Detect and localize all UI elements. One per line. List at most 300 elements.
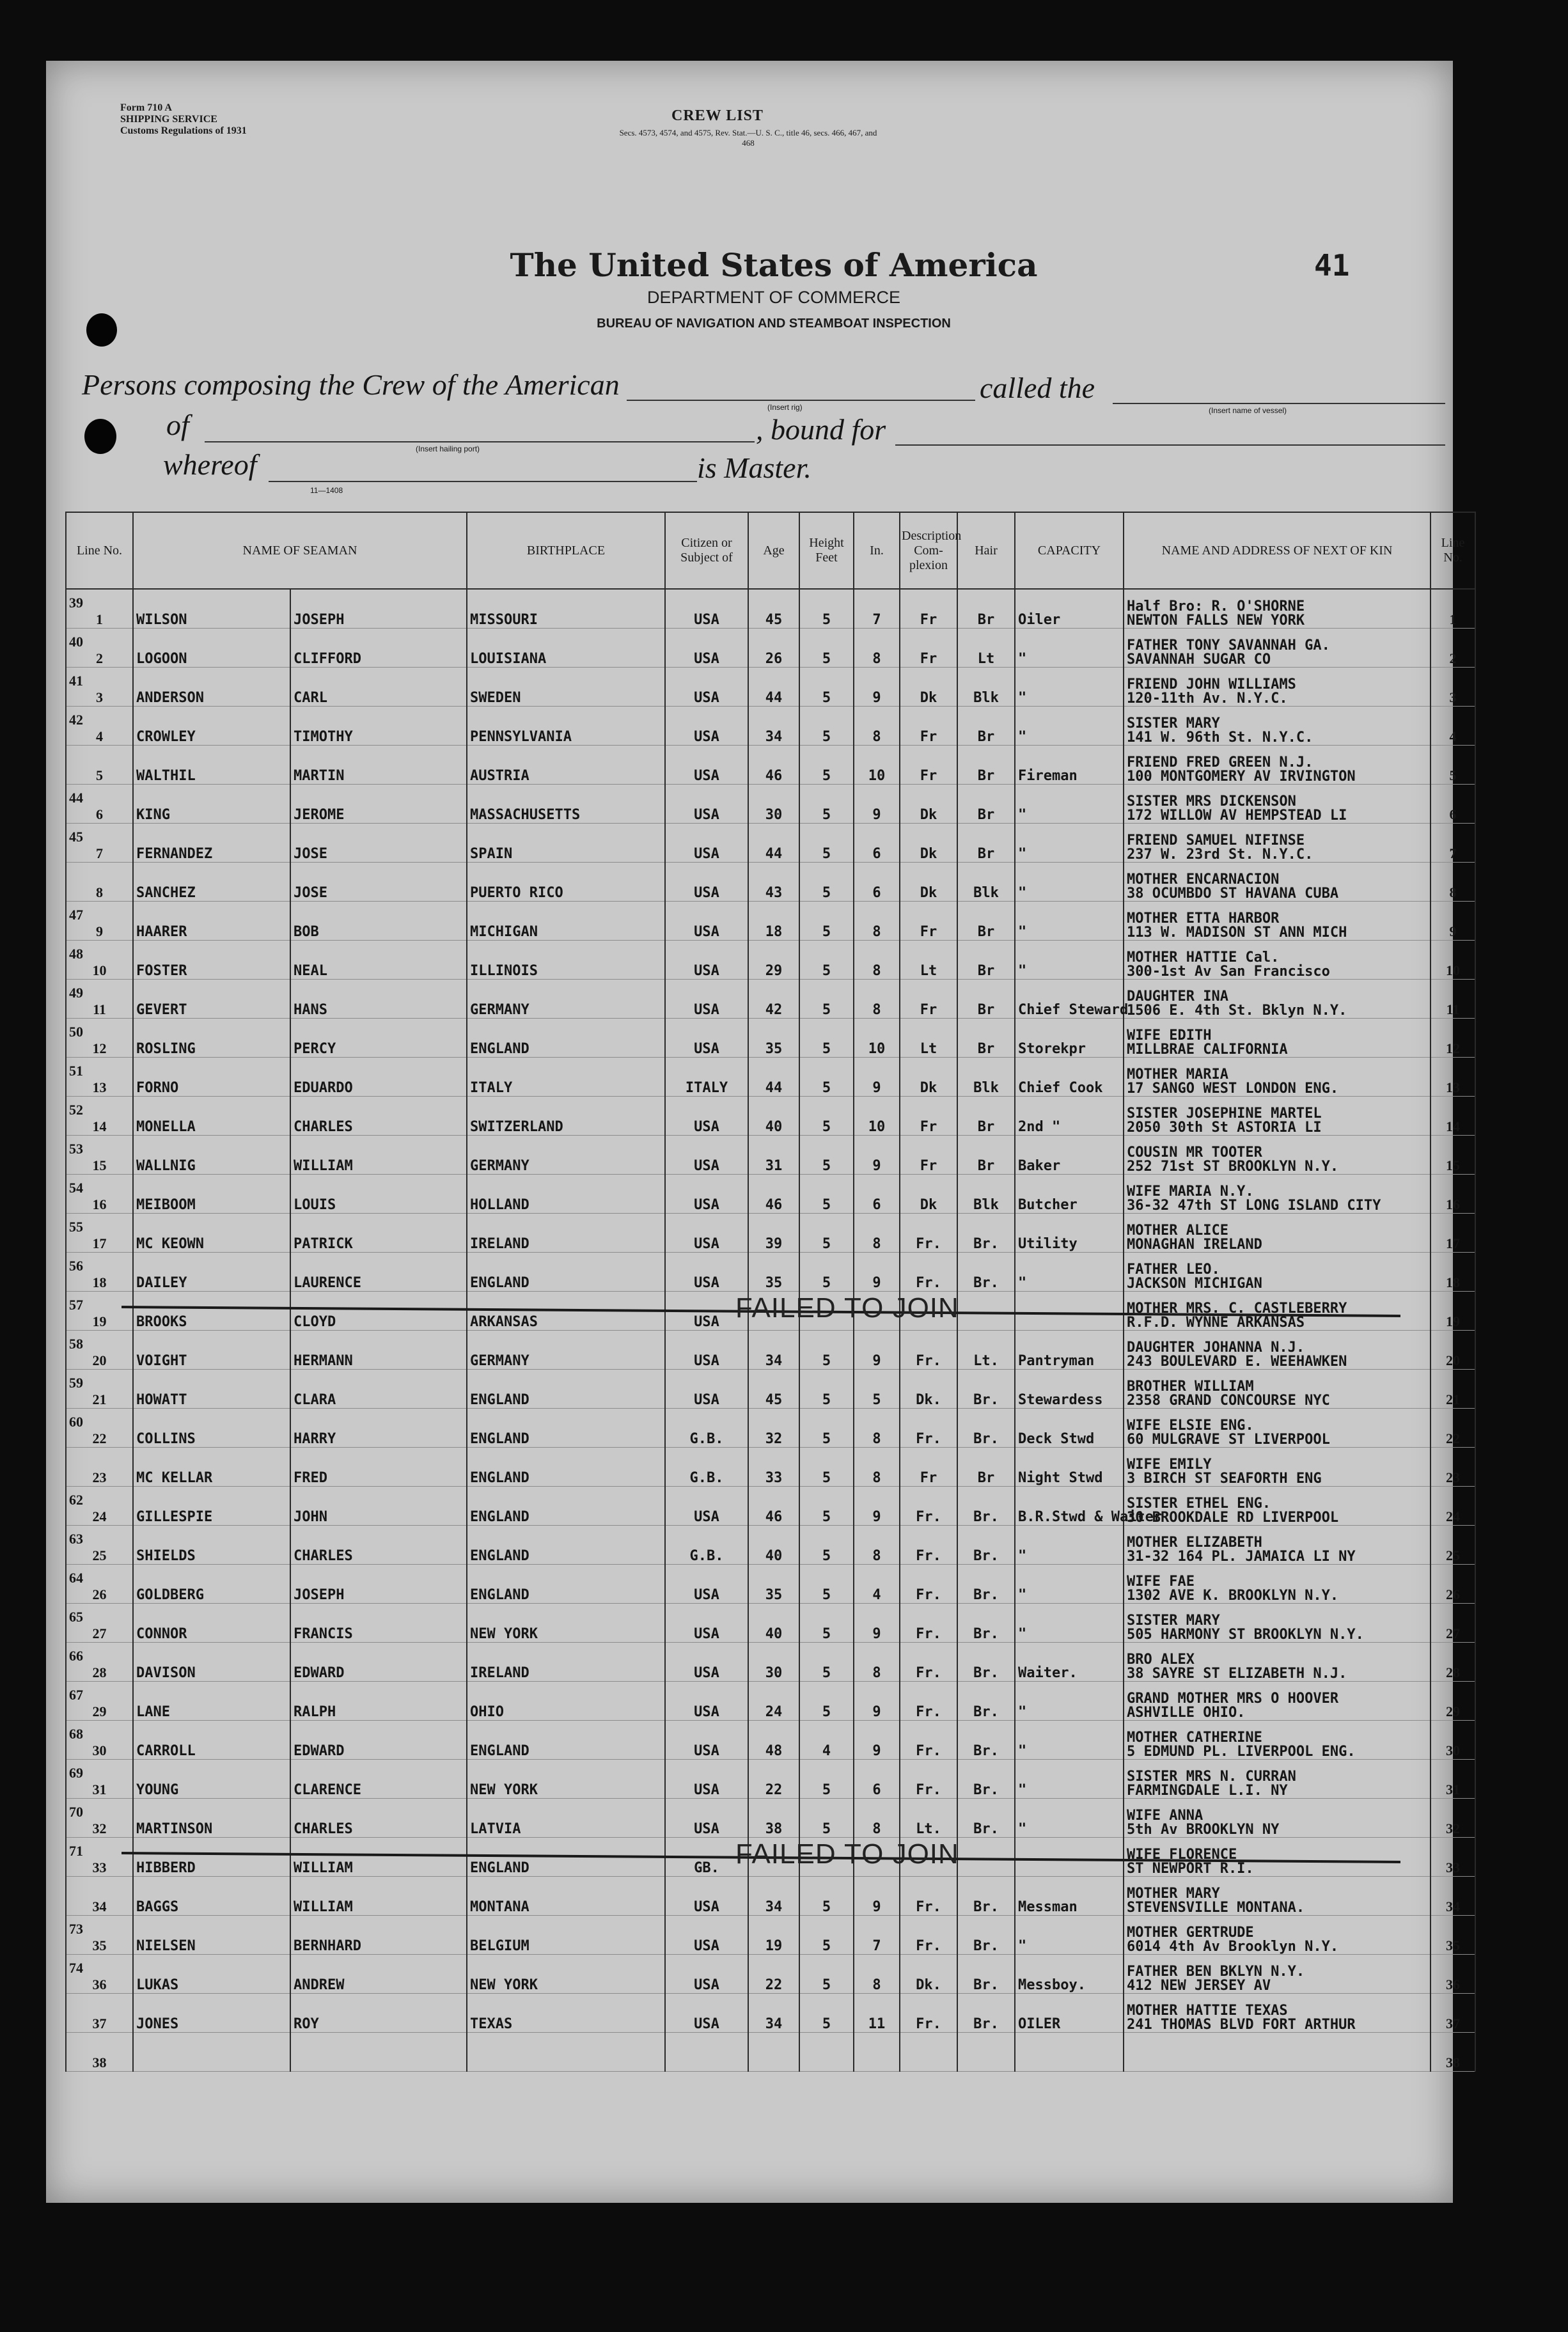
height-inches: 9: [854, 668, 900, 707]
col-complexion: [900, 512, 962, 589]
complexion: Fr.: [900, 1253, 957, 1292]
line-number: [66, 785, 133, 824]
citizenship: USA: [665, 668, 748, 707]
department-heading: DEPARTMENT OF COMMERCE: [647, 288, 901, 307]
height-inches: 6: [854, 1760, 900, 1799]
kin-address: 237 W. 23rd St. N.Y.C.: [1127, 847, 1313, 863]
line-number-value: 33: [92, 1859, 107, 1875]
height-feet: 5: [799, 746, 854, 785]
kin-name: Half Bro: R. O'SHORNE: [1127, 599, 1305, 614]
line-number-right: 37: [1431, 1994, 1475, 2033]
kin-name: WIFE ANNA: [1127, 1808, 1203, 1824]
seaman-last-name: YOUNG: [133, 1760, 290, 1799]
kin-address: 412 NEW JERSEY AV: [1127, 1978, 1271, 1994]
line-number-value: 4: [96, 728, 103, 744]
kin-address: STEVENSVILLE MONTANA.: [1127, 1900, 1305, 1916]
table-row: [66, 1799, 1475, 1838]
capacity: ": [1015, 1916, 1124, 1955]
line-number-value: 22: [92, 1430, 107, 1446]
age: 33: [748, 1448, 799, 1487]
age: 34: [748, 1877, 799, 1916]
handwritten-mark: 57: [69, 1297, 83, 1313]
seaman-first-name: CLOYD: [290, 1292, 467, 1331]
hair: Br: [957, 1019, 1015, 1058]
seaman-last-name: DAVISON: [133, 1643, 290, 1682]
citizenship: USA: [665, 1370, 748, 1409]
kin-name: FRIEND JOHN WILLIAMS: [1127, 677, 1296, 693]
line-number: [66, 629, 133, 668]
age: 45: [748, 1370, 799, 1409]
hair: Br.: [957, 1682, 1015, 1721]
line-number: [66, 1331, 133, 1370]
line-number-right: 29: [1431, 1682, 1475, 1721]
line-number-value: 24: [92, 1508, 107, 1524]
citizenship: USA: [665, 902, 748, 941]
hair: Br: [957, 1448, 1015, 1487]
handwritten-mark: 69: [69, 1765, 83, 1781]
col-capacity: CAPACITY: [1015, 512, 1124, 589]
seaman-first-name: RALPH: [290, 1682, 467, 1721]
line-number-right: 13: [1431, 1058, 1475, 1097]
kin-address: ST NEWPORT R.I.: [1127, 1861, 1254, 1877]
seaman-last-name: BAGGS: [133, 1877, 290, 1916]
kin-address: 31-32 164 PL. JAMAICA LI NY: [1127, 1549, 1356, 1565]
handwritten-mark: 62: [69, 1492, 83, 1508]
line-number: [66, 1604, 133, 1643]
complexion: Fr: [900, 980, 957, 1019]
height-feet: 5: [799, 589, 854, 629]
line-number-right: 28: [1431, 1643, 1475, 1682]
seaman-first-name: PATRICK: [290, 1214, 467, 1253]
birthplace: ARKANSAS: [467, 1292, 665, 1331]
next-of-kin: [1124, 589, 1431, 629]
seaman-first-name: EDUARDO: [290, 1058, 467, 1097]
birthplace: MISSOURI: [467, 589, 665, 629]
col-line: Line No.: [66, 512, 133, 589]
citizenship: USA: [665, 1097, 748, 1136]
hair: Lt.: [957, 1331, 1015, 1370]
table-row: [66, 785, 1475, 824]
age: 34: [748, 1994, 799, 2033]
line-number-value: 28: [92, 1664, 107, 1680]
seaman-first-name: EDWARD: [290, 1643, 467, 1682]
line-number-value: 11: [93, 1001, 106, 1017]
birthplace: TEXAS: [467, 1994, 665, 2033]
capacity: ": [1015, 902, 1124, 941]
next-of-kin: [1124, 980, 1431, 1019]
age: 40: [748, 1526, 799, 1565]
port-line: [205, 441, 755, 442]
table-row: [66, 1448, 1475, 1487]
kin-address: 36-32 47th ST LONG ISLAND CITY: [1127, 1198, 1381, 1214]
seaman-first-name: JOSEPH: [290, 589, 467, 629]
complexion: Dk: [900, 824, 957, 863]
height-feet: 5: [799, 1058, 854, 1097]
kin-address: 2050 30th St ASTORIA LI: [1127, 1120, 1322, 1136]
handwritten-mark: 41: [69, 673, 83, 689]
next-of-kin: [1124, 1955, 1431, 1994]
seaman-last-name: FORNO: [133, 1058, 290, 1097]
height-feet: 5: [799, 1994, 854, 2033]
age: 40: [748, 1604, 799, 1643]
height-inches: 5: [854, 1370, 900, 1409]
height-inches: 8: [854, 1214, 900, 1253]
table-row: [66, 941, 1475, 980]
capacity: Baker: [1015, 1136, 1124, 1175]
citizenship: USA: [665, 1565, 748, 1604]
birthplace: ENGLAND: [467, 1370, 665, 1409]
seaman-last-name: NIELSEN: [133, 1916, 290, 1955]
kin-address: MONAGHAN IRELAND: [1127, 1237, 1262, 1253]
height-feet: 5: [799, 1097, 854, 1136]
complexion: Fr.: [900, 1565, 957, 1604]
capacity: [1015, 1838, 1124, 1877]
line-number-right: 5: [1431, 746, 1475, 785]
next-of-kin: [1124, 1253, 1431, 1292]
kin-address: 243 BOULEVARD E. WEEHAWKEN: [1127, 1354, 1347, 1370]
seaman-last-name: [133, 2033, 290, 2072]
hair: Br.: [957, 1409, 1015, 1448]
seaman-last-name: HOWATT: [133, 1370, 290, 1409]
citizenship: USA: [665, 863, 748, 902]
seaman-first-name: FRANCIS: [290, 1604, 467, 1643]
handwritten-mark: 55: [69, 1219, 83, 1235]
line-number-right: 31: [1431, 1760, 1475, 1799]
birthplace: SWITZERLAND: [467, 1097, 665, 1136]
col-age: Age: [748, 512, 799, 589]
hair: Br.: [957, 1214, 1015, 1253]
seaman-last-name: SANCHEZ: [133, 863, 290, 902]
line-number: [66, 1448, 133, 1487]
table-row: [66, 980, 1475, 1019]
age: 31: [748, 1136, 799, 1175]
handwritten-mark: 58: [69, 1336, 83, 1352]
complexion: Fr: [900, 589, 957, 629]
handwritten-mark: 59: [69, 1375, 83, 1391]
age: 35: [748, 1565, 799, 1604]
height-feet: 5: [799, 1916, 854, 1955]
height-feet: 5: [799, 629, 854, 668]
seaman-last-name: GILLESPIE: [133, 1487, 290, 1526]
line-number-right: 1: [1431, 589, 1475, 629]
line-number-value: 37: [92, 2015, 107, 2031]
kin-address: NEWTON FALLS NEW YORK: [1127, 613, 1305, 629]
next-of-kin: [1124, 1019, 1431, 1058]
kin-name: SISTER ETHEL ENG.: [1127, 1496, 1271, 1512]
height-inches: 7: [854, 589, 900, 629]
height-inches: 9: [854, 1487, 900, 1526]
handwritten-mark: 42: [69, 712, 83, 728]
seaman-first-name: JOHN: [290, 1487, 467, 1526]
line-number-right: 36: [1431, 1955, 1475, 1994]
line-number: [66, 1838, 133, 1877]
height-feet: 5: [799, 1409, 854, 1448]
line-number: [66, 1487, 133, 1526]
age: [748, 2033, 799, 2072]
line-number: [66, 1292, 133, 1331]
seaman-last-name: DAILEY: [133, 1253, 290, 1292]
next-of-kin: [1124, 1097, 1431, 1136]
next-of-kin: [1124, 1643, 1431, 1682]
hair: Br.: [957, 1721, 1015, 1760]
seaman-last-name: MC KEOWN: [133, 1214, 290, 1253]
col-name: NAME OF SEAMAN: [133, 512, 467, 589]
birthplace: HOLLAND: [467, 1175, 665, 1214]
seaman-last-name: GOLDBERG: [133, 1565, 290, 1604]
line-number-value: 18: [92, 1274, 107, 1290]
table-row: [66, 1955, 1475, 1994]
kin-name: MOTHER ETTA HARBOR: [1127, 911, 1280, 927]
table-row: [66, 1097, 1475, 1136]
kin-address: 5th Av BROOKLYN NY: [1127, 1822, 1280, 1838]
capacity: OILER: [1015, 1994, 1124, 2033]
line-number-value: 34: [92, 1898, 107, 1914]
line-number: [66, 668, 133, 707]
birthplace: NEW YORK: [467, 1955, 665, 1994]
handwritten-mark: 49: [69, 985, 83, 1001]
age: 32: [748, 1409, 799, 1448]
table-row: [66, 2033, 1475, 2072]
hair: Br: [957, 707, 1015, 746]
birthplace: ENGLAND: [467, 1526, 665, 1565]
next-of-kin: [1124, 1409, 1431, 1448]
birthplace: PUERTO RICO: [467, 863, 665, 902]
line-number: [66, 902, 133, 941]
seaman-last-name: GEVERT: [133, 980, 290, 1019]
kin-name: MOTHER GERTRUDE: [1127, 1925, 1254, 1941]
citizenship: USA: [665, 1760, 748, 1799]
line-number-value: 2: [96, 650, 103, 666]
hair: Br: [957, 589, 1015, 629]
birthplace: AUSTRIA: [467, 746, 665, 785]
handwritten-mark: 39: [69, 595, 83, 611]
seaman-first-name: [290, 2033, 467, 2072]
table-row: [66, 863, 1475, 902]
height-inches: 7: [854, 1916, 900, 1955]
kin-address: 17 SANGO WEST LONDON ENG.: [1127, 1081, 1339, 1097]
seaman-first-name: LOUIS: [290, 1175, 467, 1214]
line-number: [66, 2033, 133, 2072]
hair: Br: [957, 746, 1015, 785]
height-feet: 5: [799, 941, 854, 980]
age: 30: [748, 1643, 799, 1682]
kin-address: 241 THOMAS BLVD FORT ARTHUR: [1127, 2017, 1356, 2033]
birthplace: ILLINOIS: [467, 941, 665, 980]
hair: Blk: [957, 1175, 1015, 1214]
height-inches: [854, 2033, 900, 2072]
seaman-first-name: WILLIAM: [290, 1838, 467, 1877]
hair: Br.: [957, 1565, 1015, 1604]
capacity: ": [1015, 1604, 1124, 1643]
seaman-last-name: FOSTER: [133, 941, 290, 980]
table-row: [66, 589, 1475, 629]
seaman-first-name: BOB: [290, 902, 467, 941]
seaman-first-name: CLARA: [290, 1370, 467, 1409]
kin-address: R.F.D. WYNNE ARKANSAS: [1127, 1315, 1305, 1331]
line-number-right: 8: [1431, 863, 1475, 902]
capacity: [1015, 2033, 1124, 2072]
table-row: [66, 824, 1475, 863]
next-of-kin: [1124, 1058, 1431, 1097]
height-feet: 4: [799, 1721, 854, 1760]
height-inches: 4: [854, 1565, 900, 1604]
seaman-last-name: MONELLA: [133, 1097, 290, 1136]
next-of-kin: [1124, 1448, 1431, 1487]
birthplace: NEW YORK: [467, 1604, 665, 1643]
height-feet: 5: [799, 1955, 854, 1994]
feet-label: Feet: [815, 551, 838, 565]
age: 26: [748, 629, 799, 668]
birthplace: MICHIGAN: [467, 902, 665, 941]
line-number: [66, 1409, 133, 1448]
next-of-kin: [1124, 1916, 1431, 1955]
table-row: [66, 1487, 1475, 1526]
next-of-kin: [1124, 1565, 1431, 1604]
table-row: [66, 1136, 1475, 1175]
kin-address: SAVANNAH SUGAR CO: [1127, 652, 1271, 668]
line-number-value: 25: [92, 1547, 107, 1563]
seaman-first-name: HARRY: [290, 1409, 467, 1448]
citizenship: USA: [665, 1799, 748, 1838]
kin-name: FATHER TONY SAVANNAH GA.: [1127, 638, 1330, 653]
line-number-right: 26: [1431, 1565, 1475, 1604]
next-of-kin: [1124, 2033, 1431, 2072]
birthplace: SWEDEN: [467, 668, 665, 707]
handwritten-mark: 50: [69, 1024, 83, 1040]
seaman-first-name: CHARLES: [290, 1526, 467, 1565]
line-number-right: 6: [1431, 785, 1475, 824]
country-heading: The United States of America: [510, 246, 1038, 284]
handwritten-mark: 68: [69, 1726, 83, 1742]
line-number-value: 7: [96, 845, 103, 861]
birthplace: ENGLAND: [467, 1721, 665, 1760]
citizenship: G.B.: [665, 1526, 748, 1565]
complexion: Dk: [900, 785, 957, 824]
hair: Br.: [957, 1643, 1015, 1682]
capacity: Chief Cook: [1015, 1058, 1124, 1097]
line-number-value: 32: [92, 1820, 107, 1836]
next-of-kin: [1124, 1721, 1431, 1760]
table-row: [66, 1526, 1475, 1565]
next-of-kin: [1124, 1760, 1431, 1799]
kin-name: DAUGHTER INA: [1127, 989, 1228, 1005]
next-of-kin: [1124, 1136, 1431, 1175]
citizenship: USA: [665, 1955, 748, 1994]
failed-to-join-stamp: FAILED TO JOIN: [735, 1292, 959, 1324]
kin-address: 60 MULGRAVE ST LIVERPOOL: [1127, 1432, 1330, 1448]
height-feet: 5: [799, 785, 854, 824]
seaman-first-name: NEAL: [290, 941, 467, 980]
intro-whereof: whereof: [163, 448, 257, 481]
birthplace: ENGLAND: [467, 1487, 665, 1526]
seaman-first-name: HERMANN: [290, 1331, 467, 1370]
hair: Br.: [957, 1877, 1015, 1916]
handwritten-mark: 60: [69, 1414, 83, 1430]
height-feet: 5: [799, 1331, 854, 1370]
complexion: Fr.: [900, 1331, 957, 1370]
complexion: Dk.: [900, 1955, 957, 1994]
height-inches: 9: [854, 1682, 900, 1721]
citizenship: USA: [665, 1292, 748, 1331]
line-number-value: 23: [92, 1469, 107, 1485]
birthplace: GERMANY: [467, 1136, 665, 1175]
citizenship: G.B.: [665, 1409, 748, 1448]
capacity: ": [1015, 863, 1124, 902]
table-row: [66, 1565, 1475, 1604]
next-of-kin: [1124, 1682, 1431, 1721]
line-number-right: 10: [1431, 941, 1475, 980]
height-feet: 5: [799, 1760, 854, 1799]
seaman-last-name: KING: [133, 785, 290, 824]
kin-address: ASHVILLE OHIO.: [1127, 1705, 1246, 1721]
hair: Br.: [957, 1916, 1015, 1955]
kin-name: FRIEND FRED GREEN N.J.: [1127, 755, 1313, 771]
complexion: Fr.: [900, 1526, 957, 1565]
age: 24: [748, 1682, 799, 1721]
height-feet: 5: [799, 902, 854, 941]
kin-address: 505 HARMONY ST BROOKLYN N.Y.: [1127, 1627, 1364, 1643]
line-number-right: 38: [1431, 2033, 1475, 2072]
binder-hole: [84, 419, 116, 454]
table-row: [66, 1019, 1475, 1058]
handwritten-mark: 66: [69, 1648, 83, 1664]
line-number-right: 34: [1431, 1877, 1475, 1916]
height-feet: 5: [799, 1214, 854, 1253]
col-inches: In.: [854, 512, 900, 589]
birthplace: ENGLAND: [467, 1409, 665, 1448]
citizenship: USA: [665, 824, 748, 863]
line-number-right: 19: [1431, 1292, 1475, 1331]
age: 40: [748, 1097, 799, 1136]
line-number: [66, 941, 133, 980]
complexion: Fr.: [900, 1214, 957, 1253]
seaman-last-name: COLLINS: [133, 1409, 290, 1448]
line-number-value: 29: [92, 1703, 107, 1719]
complexion: Lt: [900, 941, 957, 980]
seaman-first-name: JOSE: [290, 824, 467, 863]
bureau-heading: BUREAU OF NAVIGATION AND STEAMBOAT INSPECTION: [597, 317, 951, 331]
seaman-last-name: MARTINSON: [133, 1799, 290, 1838]
seaman-first-name: HANS: [290, 980, 467, 1019]
line-number-value: 20: [92, 1352, 107, 1368]
kin-address: 2358 GRAND CONCOURSE NYC: [1127, 1393, 1330, 1409]
line-number-right: 2: [1431, 629, 1475, 668]
age: 44: [748, 1058, 799, 1097]
next-of-kin: [1124, 1292, 1431, 1331]
handwritten-mark: 67: [69, 1687, 83, 1703]
line-number-value: 3: [96, 689, 103, 705]
line-number-right: 22: [1431, 1409, 1475, 1448]
height-feet: 5: [799, 980, 854, 1019]
age: 45: [748, 589, 799, 629]
age: 46: [748, 1175, 799, 1214]
complexion-label: Com- plexion: [909, 543, 948, 572]
hair: Br: [957, 824, 1015, 863]
height-feet: 5: [799, 1019, 854, 1058]
next-of-kin: [1124, 785, 1431, 824]
citizenship: USA: [665, 980, 748, 1019]
line-number: [66, 1916, 133, 1955]
page-number: 41: [1314, 248, 1350, 283]
document-title: CREW LIST: [671, 107, 764, 124]
capacity: ": [1015, 824, 1124, 863]
kin-address: 5 EDMUND PL. LIVERPOOL ENG.: [1127, 1744, 1356, 1760]
line-number-value: 31: [92, 1781, 107, 1797]
seaman-first-name: CHARLES: [290, 1097, 467, 1136]
line-number-value: 21: [92, 1391, 107, 1407]
kin-address: 120-11th Av. N.Y.C.: [1127, 691, 1288, 707]
kin-name: BROTHER WILLIAM: [1127, 1379, 1254, 1395]
